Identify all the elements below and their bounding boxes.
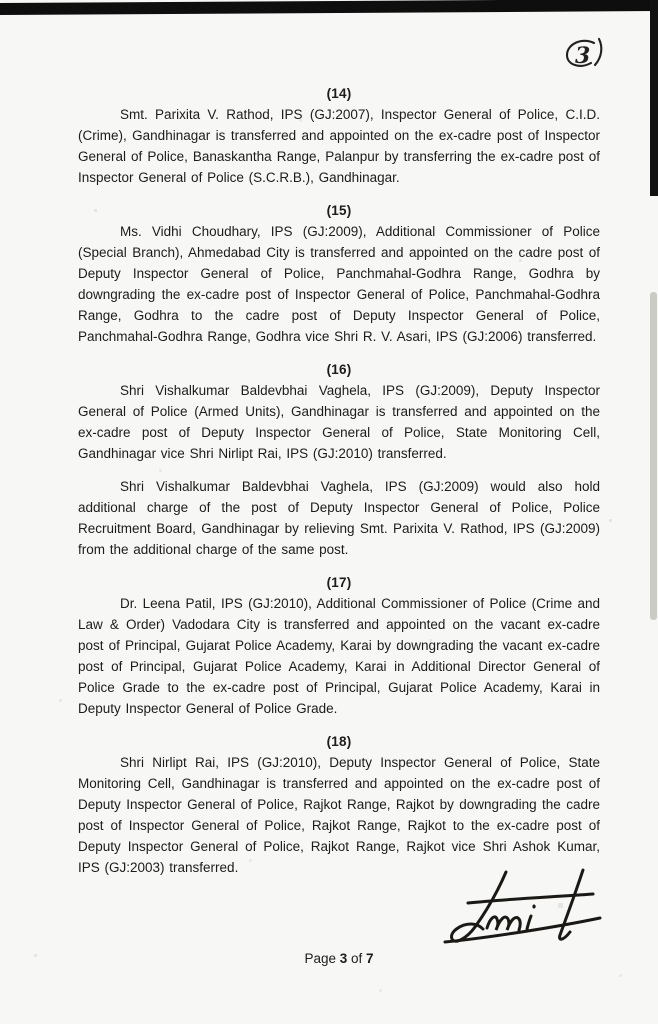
footer-total-pages: 7	[366, 951, 374, 966]
scan-artifact-top-bar	[0, 0, 658, 15]
footer-prefix: Page	[304, 951, 336, 966]
transfer-paragraph: Shri Nirlipt Rai, IPS (GJ:2010), Deputy Inspector General of Police, State Monitoring Cell, Gandhinagar is transferred and appointed on the ex-cadre post of Deputy Inspector General of Police, Rajkot Range, Rajkot by downgrading the cadre post of Inspector General of Police, Rajkot Range, Rajkot to the ex-cadre post of Deputy Inspector General of Police, Rajkot Range, Rajkot vice Shri Ashok Kumar, IPS (GJ:2003) transferred.	[78, 755, 600, 875]
scan-noise	[0, 0, 1, 1]
section-number: (18)	[326, 734, 352, 749]
sections	[78, 83, 600, 878]
document-body	[0, 15, 658, 890]
section-number: (15)	[326, 203, 352, 218]
section-number: (16)	[326, 362, 352, 377]
handwritten-page-number: 3	[575, 43, 591, 69]
footer-page-number: 3	[339, 951, 348, 966]
transfer-paragraph: Dr. Leena Patil, IPS (GJ:2010), Additional Commissioner of Police (Crime and Law & Order) Vadodara City is transferred and appointed on the vacant ex-cadre post of Principal, Gujarat Police Academy, Karai by downgrading the vacant ex-cadre post of Principal, Gujarat Police Academy, Karai in Additional Director General of Police Grade to the ex-cadre post of Principal, Gujarat Police Academy, Karai in Deputy Inspector General of Police Grade.	[78, 596, 600, 716]
page-footer	[0, 951, 658, 966]
transfer-paragraph: Shri Vishalkumar Baldevbhai Vaghela, IPS (GJ:2009), Deputy Inspector General of Police (Armed Units), Gandhinagar is transferred and appointed on the ex-cadre post of Deputy Inspector General of Police, State Monitoring Cell, Gandhinagar vice Shri Nirlipt Rai, IPS (GJ:2010) transferred.	[78, 383, 600, 461]
section-number: (17)	[326, 575, 352, 590]
transfer-paragraph: Shri Vishalkumar Baldevbhai Vaghela, IPS (GJ:2009) would also hold additional charge of the post of Deputy Inspector General of Police, Police Recruitment Board, Gandhinagar by relieving Smt. Parixita V. Rathod, IPS (GJ:2009) from the additional charge of the same post.	[78, 479, 600, 557]
transfer-paragraph: Ms. Vidhi Choudhary, IPS (GJ:2009), Additional Commissioner of Police (Special Branch), Ahmedabad City is transferred and appointed on the cadre post of Deputy Inspector General of Police, Panchmahal-Godhra Range, Godhra by downgrading the ex-cadre post of Inspector General of Police, Panchmahal-Godhra Range, Godhra to the cadre post of Deputy Inspector General of Police, Panchmahal-Godhra Range, Godhra vice Shri R. V. Asari, IPS (GJ:2006) transferred.	[78, 224, 600, 344]
footer-separator: of	[351, 951, 363, 966]
section-number: (14)	[326, 86, 352, 101]
signature-icon	[437, 861, 607, 956]
transfer-paragraph: Smt. Parixita V. Rathod, IPS (GJ:2007), Inspector General of Police, C.I.D. (Crime), Gandhinagar is transferred and appointed on the ex-cadre post of Inspector General of Police, Banaskantha Range, Palanpur by transferring the ex-cadre post of Inspector General of Police (S.C.R.B.), Gandhinagar.	[78, 107, 600, 185]
